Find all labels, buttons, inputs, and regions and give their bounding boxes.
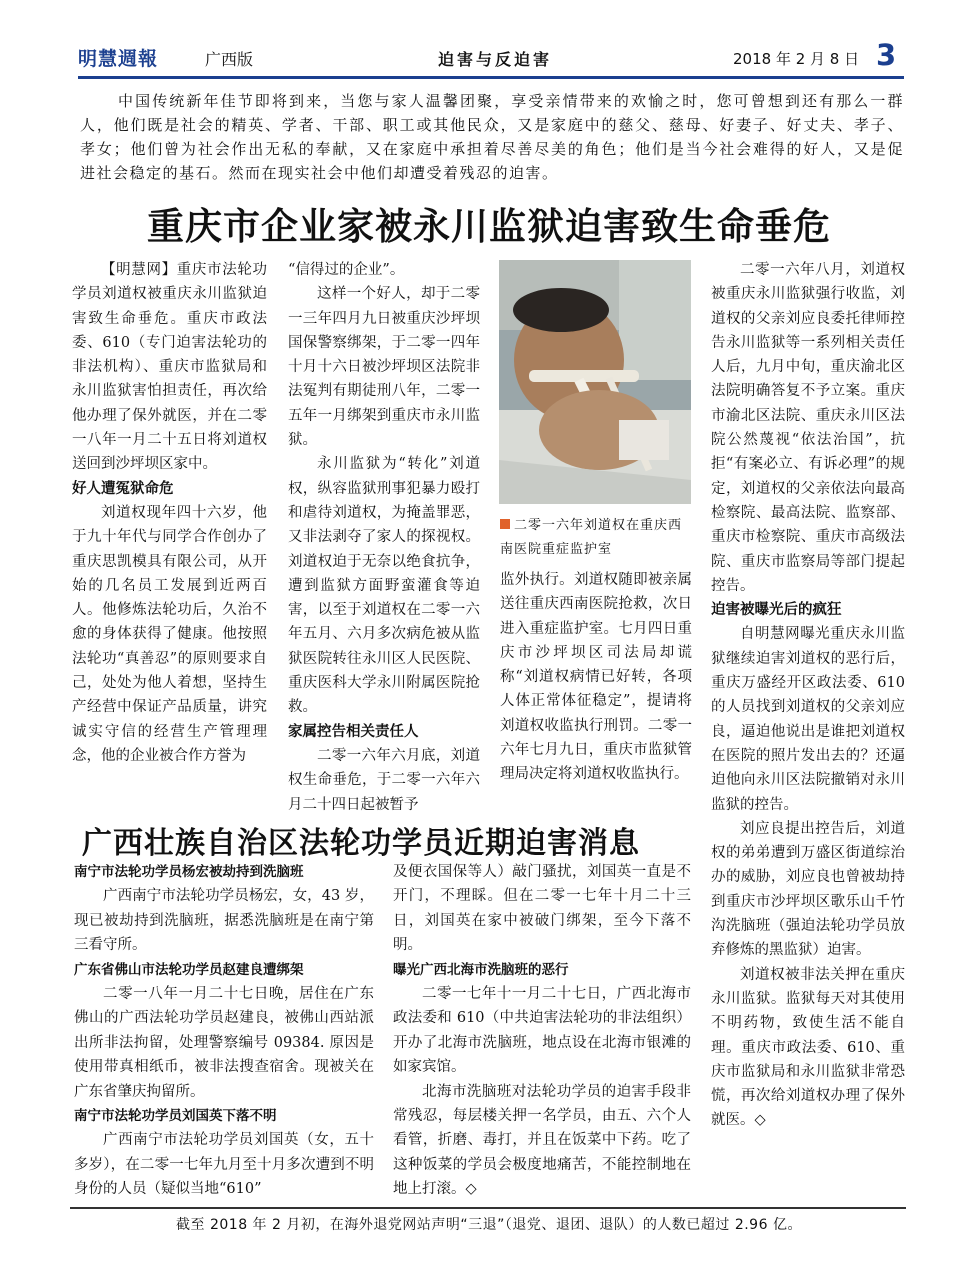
footer-notice: 截至 2018 年 2 月初，在海外退党网站声明“三退”（退党、退团、退队）的人数已超过 2.96 亿。 — [176, 1217, 802, 1233]
newspaper-brand: 明慧週報 — [78, 48, 159, 70]
news-item-body: 北海市洗脑班对法轮功学员的迫害手段非常残忍，每层楼关押一名学员，由五、六个人看管，折磨、毒打，并且在饭菜中下药。吃了这种饭菜的学员会极度地痛苦，不能控制地在地上打滚。◇ — [393, 1083, 691, 1198]
edition-label: 广西版 — [205, 50, 254, 69]
article1-subheading: 好人遭冤狱命危 — [72, 480, 174, 497]
article1-column-2 — [288, 258, 480, 817]
article1-paragraph: 二零一六年八月，刘道权被重庆永川监狱强行收监，刘道权的父亲刘应良委托律师控告永川监狱等一系列相关责任人后，九月中旬，重庆渝北区法院明确答复不予立案。重庆市渝北区法院、重庆永川区法院公然蔑视“依法治国”，抗拒“有案必立、有诉必理”的规定，刘道权的父亲依法向最高检察院、最高法院、监察部、重庆市检察院、重庆市高级法院、重庆市监察局等部门提起控告。 — [711, 262, 905, 594]
issue-date: 2018 年 2 月 8 日 — [733, 50, 860, 68]
news-item-body: 广西南宁市法轮功学员杨宏，女，43 岁，现已被劫持到洗脑班，据悉洗脑班是在南宁第三看守所。 — [74, 888, 374, 954]
section-title: 迫害与反迫害 — [438, 50, 553, 69]
article1-column-3 — [500, 568, 692, 787]
news-item-body: 二零一七年十一月二十七日，广西北海市政法委和 610（中共迫害法轮功的非法组织）开办了北海市洗脑班，地点设在北海市银滩的如家宾馆。 — [393, 986, 691, 1076]
caption-marker-icon — [500, 519, 510, 529]
intro-paragraph: 中国传统新年佳节即将到来，当您与家人温馨团聚，享受亲情带来的欢愉之时，您可曾想到还有那么一群人，他们既是社会的精英、学者、干部、职工或其他民众，又是家庭中的慈父、慈母、好妻子、好丈夫、孝子、孝女；他们曾为社会作出无私的奉献，又在家庭中承担着尽善尽美的角色；他们是当今社会难得的好人，又是促进社会稳定的基石。然而在现实社会中他们却遭受着残忍的迫害。 — [80, 92, 904, 182]
article1-paragraph: 自明慧网曝光重庆永川监狱继续迫害刘道权的恶行后，重庆万盛经开区政法委、610 的人员找到刘道权的父亲刘应良，逼迫他说出是谁把刘道权在医院的照片发出去的？还逼迫他向永川区法院撤销对永川监狱的控告。 — [711, 626, 905, 813]
news-item-title: 广东省佛山市法轮功学员赵建良遭绑架 — [74, 961, 304, 978]
photo-caption-text: 二零一六年刘道权在重庆西南医院重症监护室 — [500, 518, 683, 557]
article1-paragraph: “信得过的企业”。 — [288, 262, 405, 278]
article1-paragraph: 二零一六年六月底，刘道权生命垂危，于二零一六年六月二十四日起被暂予 — [288, 747, 480, 813]
photo-caption — [500, 514, 692, 562]
article1-paragraph: 刘道权现年四十六岁，他于九十年代与同学合作创办了重庆思凯模具有限公司，从开始的几名员工发展到近两百人。他修炼法轮功后，久治不愈的身体获得了健康。他按照法轮功“真善忍”的原则要求自己，处处为他人着想，坚持生产经营中保证产品质量，讲究诚实守信的经营生产管理理念，他的企业被合作方誉为 — [72, 504, 267, 764]
header-rule — [78, 76, 904, 79]
news-item-body: 广西南宁市法轮功学员刘国英（女，五十多岁），在二零一七年九月至十月多次遭到不明身份的人员（疑似当地“610” — [74, 1132, 374, 1198]
article1-paragraph: 刘应良提出控告后，刘道权的弟弟遭到万盛区街道综治办的威胁，刘应良也曾被劫持到重庆市沙坪坝区歌乐山千竹沟洗脑班（强迫法轮功学员放弃修炼的黑监狱）迫害。 — [711, 820, 905, 959]
article2-column-2 — [393, 860, 691, 1202]
article1-column-4 — [711, 258, 905, 1133]
article2-column-1 — [74, 860, 374, 1202]
article1-paragraph: 这样一个好人，却于二零一三年四月九日被重庆沙坪坝国保警察绑架，于二零一四年十月十六日被沙坪坝区法院非法冤判有期徒刑八年，二零一五年一月绑架到重庆市永川监狱。 — [288, 286, 480, 449]
article1-paragraph: 刘道权被非法关押在重庆永川监狱。监狱每天对其使用不明药物，致使生活不能自理。重庆市政法委、610、重庆市监狱局和永川监狱非常恐慌，再次给刘道权办理了保外就医。◇ — [711, 966, 905, 1129]
news-item-title: 曝光广西北海市洗脑班的恶行 — [393, 961, 569, 978]
news-item-body: 二零一八年一月二十七日晚，居住在广东佛山的广西法轮功学员赵建良，被佛山西站派出所非法拘留，处理警察编号 09384. 原因是使用带真相纸币，被非法搜查宿舍。现被关在广东省肇庆拘留所。 — [74, 986, 374, 1100]
footer-rule — [70, 1207, 906, 1209]
news-item-title: 南宁市法轮功学员杨宏被劫持到洗脑班 — [74, 864, 304, 880]
article1-paragraph: 永川监狱为“转化”刘道权，纵容监狱刑事犯暴力殴打和虐待刘道权，为掩盖罪恶，又非法剥夺了家人的探视权。刘道权迫于无奈以绝食抗争，遭到监狱方面野蛮灌食等迫害，以至于刘道权在二零一六年五月、六月多次病危被从监狱医院转往永川区人民医院、重庆医科大学永川附属医院抢救。 — [288, 456, 480, 716]
article1-headline: 重庆市企业家被永川监狱迫害致生命垂危 — [147, 204, 831, 248]
article1-subheading: 家属控告相关责任人 — [288, 723, 419, 740]
article2-headline: 广西壮族自治区法轮功学员近期迫害消息 — [82, 826, 640, 861]
article1-paragraph: 【明慧网】重庆市法轮功学员刘道权被重庆永川监狱迫害致生命垂危。重庆市政法委、610（专门迫害法轮功的非法机构）、重庆市监狱局和永川监狱害怕担责任，再次给他办理了保外就医，并在二零一八年一月二十五日将刘道权送回到沙坪坝区家中。 — [72, 262, 267, 473]
article1-subheading: 迫害被曝光后的疯狂 — [711, 602, 842, 619]
article1-column-1 — [72, 258, 267, 768]
hospital-photo — [499, 260, 691, 504]
article1-paragraph: 监外执行。刘道权随即被亲属送往重庆西南医院抢救，次日进入重症监护室。七月四日重庆市沙坪坝区司法局却谎称“刘道权病情已好转，各项人体正常体征稳定”，提请将刘道权收监执行刑罚。二零一六年七月九日，重庆市监狱管理局决定将刘道权收监执行。 — [500, 572, 692, 783]
news-item-title: 南宁市法轮功学员刘国英下落不明 — [74, 1108, 277, 1125]
news-item-body: 及便衣国保等人）敲门骚扰，刘国英一直是不开门，不理睬。但在二零一七年十月二十三日，刘国英在家中被破门绑架，至今下落不明。 — [393, 864, 691, 954]
page-number: 3 — [876, 38, 897, 72]
